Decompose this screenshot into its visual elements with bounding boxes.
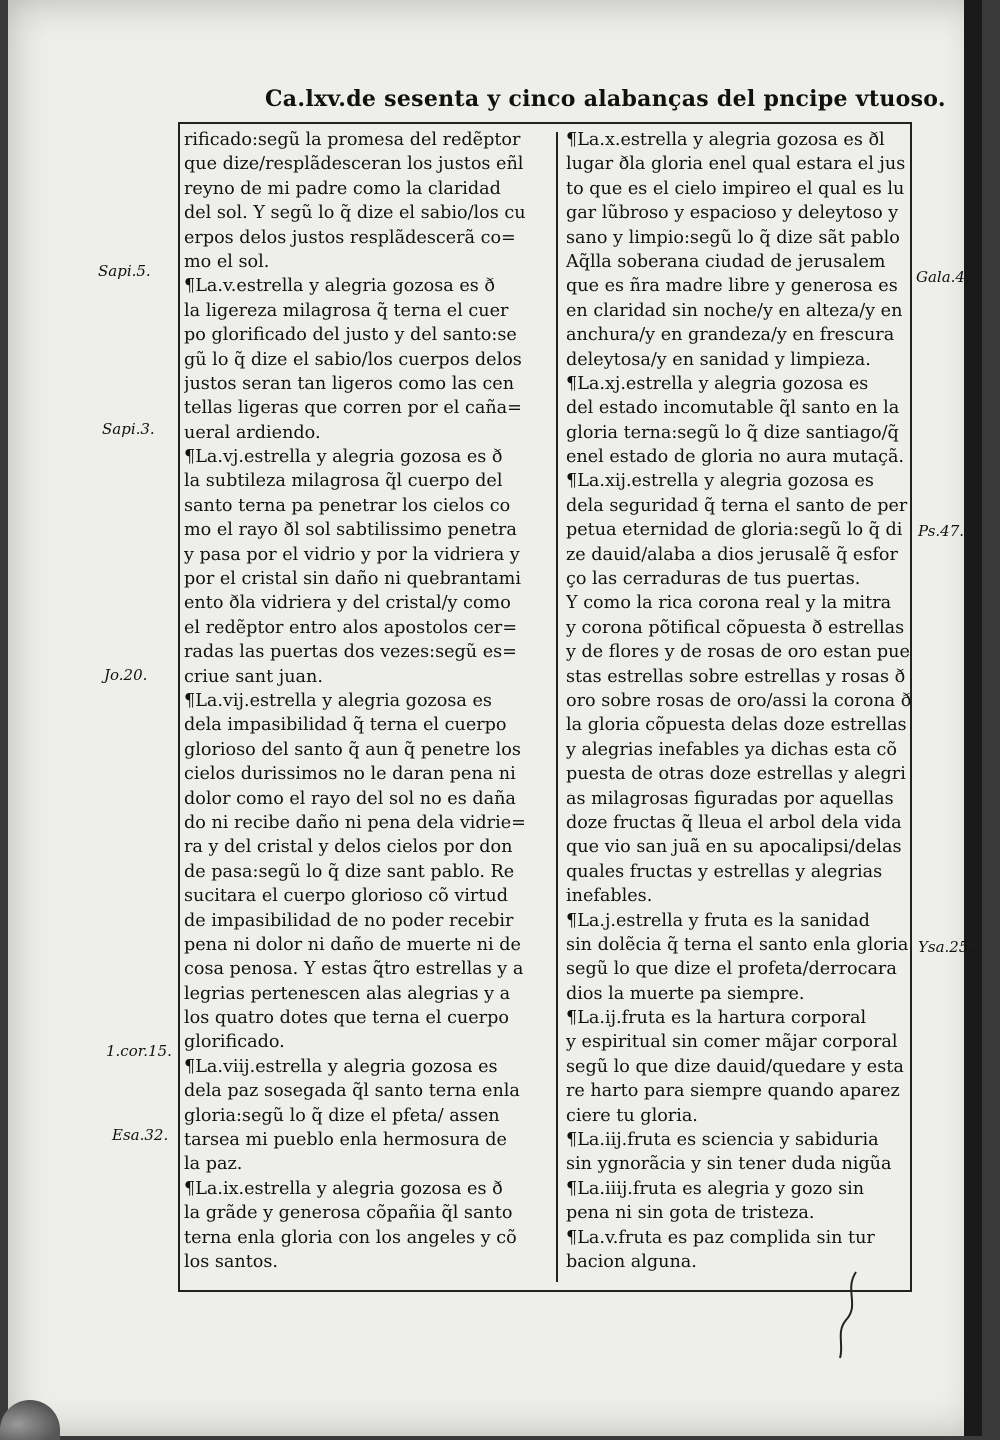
left-column-line: los quatro dotes que terna el cuerpo (184, 1008, 509, 1029)
left-column-line: el redẽptor entro alos apostolos cer= (184, 617, 518, 638)
right-column-line: y alegrias inefables ya dichas esta cõ (566, 739, 898, 760)
running-header: Ca.lxv.de sesenta y cinco alabanças del pncipe vtuoso. (265, 86, 946, 112)
right-column-line: deleytosa/y en sanidad y limpieza. (566, 349, 871, 370)
margin-note-gala: Gala.4. (916, 268, 970, 286)
left-column-line: de pasa:segũ lo q̃ dize sant pablo. Re (184, 861, 515, 882)
left-column-line: do ni recibe daño ni pena dela vidrie= (184, 812, 526, 833)
left-column-line: la subtileza milagrosa q̃l cuerpo del (184, 471, 503, 492)
left-column-line: santo terna pa penetrar los cielos co (184, 495, 511, 516)
right-column-line: pena ni sin gota de tristeza. (566, 1203, 815, 1224)
left-column-line: los santos. (184, 1251, 278, 1272)
left-column-line: legrias pertenescen alas alegrias y a (184, 983, 511, 1004)
right-column-line: ço las cerraduras de tus puertas. (566, 569, 861, 590)
left-column-line: gloria:segũ lo q̃ dize el pfeta/ assen (184, 1105, 500, 1126)
right-column-line: anchura/y en grandeza/y en frescura (566, 325, 895, 346)
margin-note-cor: 1.cor.15. (106, 1042, 172, 1060)
right-column-line: ¶La.v.fruta es paz complida sin tur (566, 1227, 875, 1248)
right-column-line: stas estrellas sobre estrellas y rosas ð (566, 666, 906, 687)
right-column-line: sin dolẽcia q̃ terna el santo enla gloria (566, 934, 909, 955)
left-column-line: erpos delos justos resplãdescerã co= (184, 227, 516, 248)
right-column-line: bacion alguna. (566, 1251, 697, 1272)
left-column-line: ¶La.v.estrella y alegria gozosa es ð (184, 276, 495, 297)
left-column-line: gũ lo q̃ dize el sabio/los cuerpos delos (184, 349, 522, 370)
margin-note-ps: Ps.47. (918, 522, 965, 540)
right-column-line: lugar ðla gloria enel qual estara el jus (566, 154, 906, 175)
left-column-line: ¶La.vj.estrella y alegria gozosa es ð (184, 447, 503, 468)
left-column-line: dela impasibilidad q̃ terna el cuerpo (184, 715, 507, 736)
margin-note-ysa: Ysa.25. (918, 938, 974, 956)
left-column-line: tellas ligeras que corren por el caña= (184, 398, 522, 419)
left-column-line: que dize/resplãdesceran los justos eñl (184, 154, 524, 175)
left-column-line: mo el rayo ðl sol sabtilissimo penetra (184, 520, 517, 541)
column-divider (556, 132, 558, 1282)
right-column (566, 128, 912, 1274)
right-column-line: segũ lo que dize dauid/quedare y esta (566, 1056, 904, 1077)
left-column-line: ueral ardiendo. (184, 422, 321, 443)
right-column-line: to que es el cielo impireo el qual es lu (566, 178, 905, 199)
right-column-line: ciere tu gloria. (566, 1105, 698, 1126)
right-column-line: ¶La.iij.fruta es sciencia y sabiduria (566, 1130, 879, 1151)
left-column-line: terna enla gloria con los angeles y cõ (184, 1227, 517, 1248)
page-edge-shadow (964, 0, 982, 1436)
left-column-line: cosa penosa. Y estas q̃tro estrellas y a (184, 959, 524, 980)
left-column-line: criue sant juan. (184, 666, 323, 687)
right-column-line: ¶La.j.estrella y fruta es la sanidad (566, 910, 870, 931)
left-column-line: radas las puertas dos vezes:segũ es= (184, 642, 517, 663)
right-column-line: doze fructas q̃ lleua el arbol dela vida (566, 812, 902, 833)
right-column-line: inefables. (566, 886, 653, 907)
left-column-line: cielos durissimos no le daran pena ni (184, 764, 516, 785)
left-column-line: pena ni dolor ni daño de muerte ni de (184, 934, 521, 955)
right-column-line: gar lũbroso y espacioso y deleytoso y (566, 203, 899, 224)
left-column-line: po glorificado del justo y del santo:se (184, 325, 517, 346)
left-column-line: de impasibilidad de no poder recebir (184, 910, 514, 931)
left-column-line: ento ðla vidriera y del cristal/y como (184, 593, 511, 614)
right-column-line: enel estado de gloria no aura mutaçã. (566, 447, 905, 468)
left-column-line: sucitara el cuerpo glorioso cõ virtud (184, 886, 508, 907)
left-column-line: la grãde y generosa cõpañia q̃l santo (184, 1203, 513, 1224)
left-column (184, 128, 546, 1274)
left-column-line: ra y del cristal y delos cielos por don (184, 837, 513, 858)
right-column-line: la gloria cõpuesta delas doze estrellas (566, 715, 907, 736)
right-column-line: dela seguridad q̃ terna el santo de per (566, 495, 908, 516)
margin-note-sapi-1: Sapi.5. (98, 262, 151, 280)
left-column-line: tarsea mi pueblo enla hermosura de (184, 1130, 507, 1151)
margin-note-esa: Esa.32. (112, 1126, 169, 1144)
left-column-line: la ligereza milagrosa q̃ terna el cuer (184, 300, 509, 321)
right-column-line: Aq̃lla soberana ciudad de jerusalem (566, 251, 886, 272)
right-column-line: segũ lo que dize el profeta/derrocara (566, 959, 897, 980)
left-column-line: ¶La.ix.estrella y alegria gozosa es ð (184, 1178, 503, 1199)
right-column-line: en claridad sin noche/y en alteza/y en (566, 300, 903, 321)
right-column-line: y corona põtifical cõpuesta ð estrellas (566, 617, 905, 638)
left-column-line: ¶La.viij.estrella y alegria gozosa es (184, 1056, 498, 1077)
right-column-line: Y como la rica corona real y la mitra (566, 593, 892, 614)
left-column-line: glorioso del santo q̃ aun q̃ penetre los (184, 739, 521, 760)
right-column-line: sano y limpio:segũ lo q̃ dize sãt pablo (566, 227, 900, 248)
left-column-line: rificado:segũ la promesa del redẽptor (184, 130, 521, 150)
right-column-line: puesta de otras doze estrellas y alegri (566, 764, 906, 785)
right-column-line: ¶La.xj.estrella y alegria gozosa es (566, 373, 869, 394)
right-column-line: gloria terna:segũ lo q̃ dize santiago/q̃ (566, 422, 899, 443)
right-column-line: y espiritual sin comer mãjar corporal (566, 1032, 898, 1053)
right-column-line: as milagrosas figuradas por aquellas (566, 788, 894, 809)
right-column-line: y de flores y de rosas de oro estan pue (566, 642, 910, 663)
right-column-line: ¶La.iiij.fruta es alegria y gozo sin (566, 1178, 865, 1199)
right-column-line: oro sobre rosas de oro/assi la corona ð (566, 690, 912, 711)
left-column-line: del sol. Y segũ lo q̃ dize el sabio/los cu (184, 203, 526, 224)
left-column-line: justos seran tan ligeros como las cen (184, 373, 515, 394)
left-column-line: mo el sol. (184, 251, 270, 272)
right-column-line: que vio san juã en su apocalipsi/delas (566, 837, 902, 858)
left-column-line: glorificado. (184, 1032, 285, 1053)
left-column-line: la paz. (184, 1154, 243, 1175)
right-column-line: del estado incomutable q̃l santo en la (566, 398, 900, 419)
right-column-line: quales fructas y estrellas y alegrias (566, 861, 883, 882)
ink-squiggle-icon (826, 1270, 866, 1360)
margin-note-jo: Jo.20. (104, 666, 148, 684)
right-column-line: re harto para siempre quando aparez (566, 1081, 900, 1102)
left-column-line: por el cristal sin daño ni quebrantami (184, 569, 521, 590)
left-column-line: ¶La.vij.estrella y alegria gozosa es (184, 690, 492, 711)
left-column-line: reyno de mi padre como la claridad (184, 178, 501, 199)
margin-note-sapi-2: Sapi.3. (102, 420, 155, 438)
right-column-line: ¶La.ij.fruta es la hartura corporal (566, 1008, 867, 1029)
right-column-line: sin ygnorãcia y sin tener duda nigũa (566, 1154, 892, 1175)
right-column-line: ze dauid/alaba a dios jerusalẽ q̃ esfor (566, 544, 898, 565)
right-column-line: ¶La.xij.estrella y alegria gozosa es (566, 471, 874, 492)
right-column-line: petua eternidad de gloria:segũ lo q̃ di (566, 520, 903, 541)
right-column-line: dios la muerte pa siempre. (566, 983, 805, 1004)
left-column-line: y pasa por el vidrio y por la vidriera y (184, 544, 520, 565)
left-column-line: dolor como el rayo del sol no es daña (184, 788, 516, 809)
right-column-line: ¶La.x.estrella y alegria gozosa es ðl (566, 130, 885, 150)
left-column-line: dela paz sosegada q̃l santo terna enla (184, 1081, 520, 1102)
right-column-line: que es ñra madre libre y generosa es (566, 276, 898, 297)
